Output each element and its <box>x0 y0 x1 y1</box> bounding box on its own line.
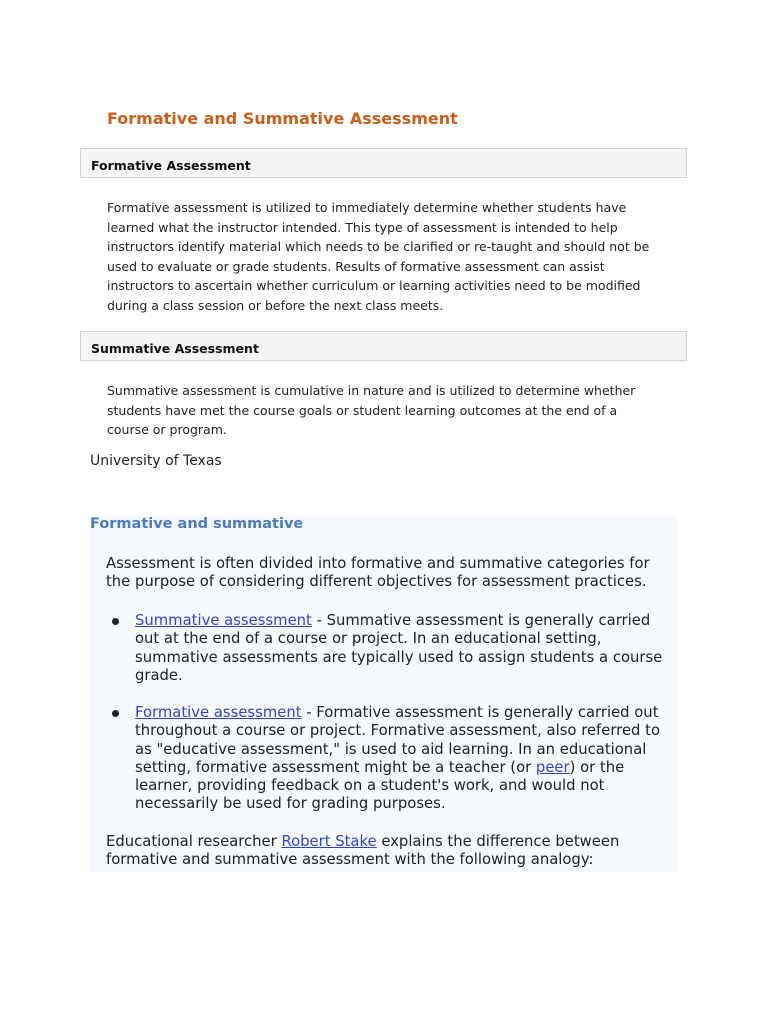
formative-description <box>107 198 667 316</box>
text-line <box>106 833 619 851</box>
summative-section-header: Summative Assessment <box>80 331 687 361</box>
wiki-intro <box>106 555 650 592</box>
peer-link[interactable]: peer <box>535 758 570 776</box>
formative-bullet <box>135 704 660 814</box>
text-line <box>135 704 660 722</box>
wiki-section-heading: Formative and summative <box>90 516 304 532</box>
text-line: Formative assessment is utilized to immediately determine whether students have <box>107 200 627 215</box>
text-line: necessarily be used for grading purposes. <box>135 795 446 813</box>
text-run: Educational researcher <box>106 833 282 850</box>
source-attribution: University of Texas <box>90 453 222 469</box>
text-line: students have met the course goals or student learning outcomes at the end of a <box>107 402 618 418</box>
text-line: instructors to ascertain whether curriculum or learning activities need to be modified <box>107 278 641 294</box>
bullet-dot <box>112 710 119 717</box>
text-line: during a class session or before the next class meets. <box>107 297 444 313</box>
page-title: Formative and Summative Assessment <box>107 109 458 128</box>
text-run: ) or the <box>569 758 625 776</box>
text-run: setting, formative assessment might be a teacher (or <box>135 758 536 776</box>
text-line: learned what the instructor intended. This type of assessment is intended to help <box>107 219 618 235</box>
text-line <box>135 612 662 630</box>
text-line: out at the end of a course or project. In an educational setting, <box>135 630 602 648</box>
bullet-dot <box>112 618 119 625</box>
text-run: explains the difference between <box>376 833 620 850</box>
formative-assessment-link[interactable]: Formative assessment <box>135 704 302 721</box>
closing-paragraph <box>106 833 619 870</box>
text-run: - Summative assessment is generally carried <box>311 612 651 629</box>
summative-bullet <box>135 612 662 685</box>
text-line: used to evaluate or grade students. Results of formative assessment can assist <box>107 258 605 274</box>
text-line: course or program. <box>107 422 227 438</box>
text-line <box>135 759 660 777</box>
summative-description <box>107 381 667 440</box>
text-line: Summative assessment is cumulative in nature and is utilized to determine whether <box>107 383 636 398</box>
text-line: as "educative assessment," is used to aid learning. In an educational <box>135 740 647 758</box>
text-line: summative assessments are typically used to assign students a course <box>135 648 663 666</box>
text-line: grade. <box>135 666 183 684</box>
text-line: the purpose of considering different objectives for assessment practices. <box>106 573 647 591</box>
text-line: formative and summative assessment with the following analogy: <box>106 851 594 869</box>
robert-stake-link[interactable]: Robert Stake <box>281 833 377 850</box>
formative-section-header: Formative Assessment <box>80 148 687 178</box>
summative-assessment-link[interactable]: Summative assessment <box>135 612 312 629</box>
text-line: Assessment is often divided into formative and summative categories for <box>106 555 650 572</box>
text-run: - Formative assessment is generally carried out <box>301 704 659 721</box>
text-line: learner, providing feedback on a student's work, and would not <box>135 777 605 795</box>
text-line: throughout a course or project. Formative assessment, also referred to <box>135 722 660 740</box>
text-line: instructors identify material which needs to be clarified or re-taught and should not be <box>107 239 650 255</box>
